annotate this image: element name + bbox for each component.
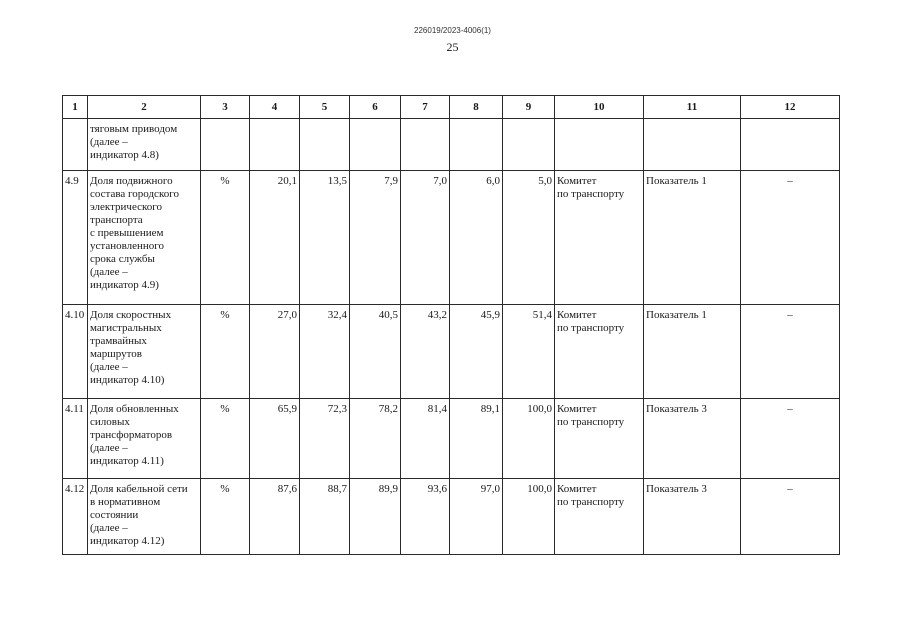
column-header-8: 8 bbox=[450, 96, 503, 119]
value-col-5: 88,7 bbox=[300, 479, 350, 555]
responsible-cell: Комитет по транспорту bbox=[555, 171, 644, 305]
value-col-7 bbox=[401, 119, 450, 171]
value-col-6: 40,5 bbox=[350, 305, 401, 399]
value-col-4: 87,6 bbox=[250, 479, 300, 555]
value-col-6: 7,9 bbox=[350, 171, 401, 305]
unit-cell: % bbox=[201, 479, 250, 555]
value-col-8: 45,9 bbox=[450, 305, 503, 399]
value-col-9: 51,4 bbox=[503, 305, 555, 399]
responsible-cell: Комитет по транспорту bbox=[555, 399, 644, 479]
column-header-11: 11 bbox=[644, 96, 741, 119]
column-header-10: 10 bbox=[555, 96, 644, 119]
column-header-7: 7 bbox=[401, 96, 450, 119]
value-col-8: 97,0 bbox=[450, 479, 503, 555]
value-col-9 bbox=[503, 119, 555, 171]
column-header-12: 12 bbox=[741, 96, 840, 119]
value-col-4: 65,9 bbox=[250, 399, 300, 479]
row-code: 4.11 bbox=[63, 399, 88, 479]
value-col-7: 81,4 bbox=[401, 399, 450, 479]
unit-cell bbox=[201, 119, 250, 171]
table-row bbox=[63, 479, 840, 555]
value-col-6 bbox=[350, 119, 401, 171]
value-col-4 bbox=[250, 119, 300, 171]
value-col-8 bbox=[450, 119, 503, 171]
value-col-8: 6,0 bbox=[450, 171, 503, 305]
header-row bbox=[63, 96, 840, 119]
value-col-7: 93,6 bbox=[401, 479, 450, 555]
column-header-9: 9 bbox=[503, 96, 555, 119]
indicator-ref-cell: Показатель 3 bbox=[644, 399, 741, 479]
indicator-name: Доля скоростных магистральных трамвайных маршрутов (далее – индикатор 4.10) bbox=[88, 305, 201, 399]
unit-cell: % bbox=[201, 399, 250, 479]
row-code bbox=[63, 119, 88, 171]
column-header-6: 6 bbox=[350, 96, 401, 119]
value-col-8: 89,1 bbox=[450, 399, 503, 479]
column-header-3: 3 bbox=[201, 96, 250, 119]
value-col-6: 89,9 bbox=[350, 479, 401, 555]
note-cell: – bbox=[741, 479, 840, 555]
indicator-ref-cell: Показатель 1 bbox=[644, 171, 741, 305]
responsible-cell: Комитет по транспорту bbox=[555, 305, 644, 399]
responsible-cell bbox=[555, 119, 644, 171]
value-col-9: 100,0 bbox=[503, 399, 555, 479]
page-number: 25 bbox=[446, 40, 459, 54]
column-header-4: 4 bbox=[250, 96, 300, 119]
note-cell: – bbox=[741, 171, 840, 305]
note-cell bbox=[741, 119, 840, 171]
value-col-4: 20,1 bbox=[250, 171, 300, 305]
indicators-table bbox=[62, 95, 840, 555]
value-col-5: 32,4 bbox=[300, 305, 350, 399]
value-col-5: 13,5 bbox=[300, 171, 350, 305]
value-col-5 bbox=[300, 119, 350, 171]
indicator-ref-cell: Показатель 1 bbox=[644, 305, 741, 399]
value-col-7: 43,2 bbox=[401, 305, 450, 399]
column-header-1: 1 bbox=[63, 96, 88, 119]
table-row bbox=[63, 305, 840, 399]
table-row bbox=[63, 119, 840, 171]
document-id: 226019/2023-4006(1) bbox=[414, 26, 491, 35]
value-col-4: 27,0 bbox=[250, 305, 300, 399]
note-cell: – bbox=[741, 305, 840, 399]
indicator-ref-cell bbox=[644, 119, 741, 171]
indicator-ref-cell: Показатель 3 bbox=[644, 479, 741, 555]
responsible-cell: Комитет по транспорту bbox=[555, 479, 644, 555]
indicator-name: Доля подвижного состава городского электрического транспорта с превышением установленного срока службы (далее – индикатор 4.9) bbox=[88, 171, 201, 305]
unit-cell: % bbox=[201, 305, 250, 399]
value-col-9: 5,0 bbox=[503, 171, 555, 305]
row-code: 4.12 bbox=[63, 479, 88, 555]
value-col-5: 72,3 bbox=[300, 399, 350, 479]
table-row bbox=[63, 399, 840, 479]
indicator-name: тяговым приводом (далее – индикатор 4.8) bbox=[88, 119, 201, 171]
row-code: 4.9 bbox=[63, 171, 88, 305]
table-body bbox=[63, 119, 840, 555]
note-cell: – bbox=[741, 399, 840, 479]
unit-cell: % bbox=[201, 171, 250, 305]
indicator-name: Доля кабельной сети в нормативном состоянии (далее – индикатор 4.12) bbox=[88, 479, 201, 555]
value-col-6: 78,2 bbox=[350, 399, 401, 479]
value-col-7: 7,0 bbox=[401, 171, 450, 305]
row-code: 4.10 bbox=[63, 305, 88, 399]
value-col-9: 100,0 bbox=[503, 479, 555, 555]
table-row bbox=[63, 171, 840, 305]
indicator-name: Доля обновленных силовых трансформаторов (далее – индикатор 4.11) bbox=[88, 399, 201, 479]
column-header-5: 5 bbox=[300, 96, 350, 119]
column-header-2: 2 bbox=[88, 96, 201, 119]
